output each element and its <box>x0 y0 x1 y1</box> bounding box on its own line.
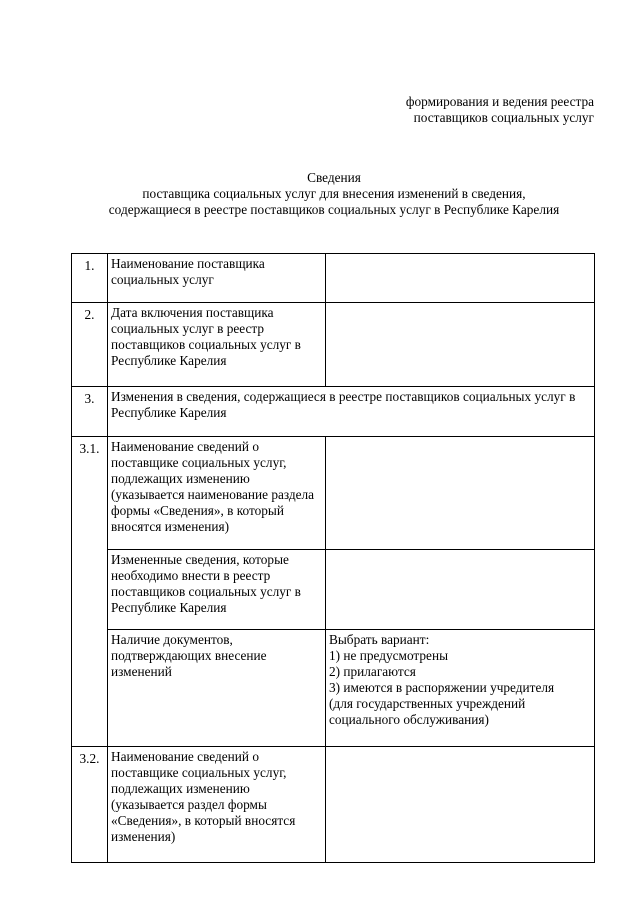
row-number: 3. <box>72 387 108 437</box>
row-value-field[interactable] <box>326 303 595 387</box>
options-heading: Выбрать вариант: <box>329 632 430 647</box>
document-title <box>0 170 640 218</box>
row-label: Наличие документов, подтверждающих внесение изменений <box>108 630 326 747</box>
section-heading: Изменения в сведения, содержащиеся в реестре поставщиков социальных услуг в Республике Карелия <box>108 387 595 437</box>
document-options[interactable] <box>326 630 595 747</box>
row-number: 1. <box>72 254 108 303</box>
table-row <box>72 550 595 630</box>
table-row <box>72 747 595 863</box>
row-number: 3.2. <box>72 747 108 863</box>
row-label: Измененные сведения, которые необходимо внести в реестр поставщиков социальных услуг в Республике Карелия <box>108 550 326 630</box>
title-line-1: Сведения <box>307 170 361 185</box>
option-held-by-founder[interactable]: 3) имеются в распоряжении учредителя <box>329 680 555 695</box>
option-note: социального обслуживания) <box>329 712 489 727</box>
table-row <box>72 387 595 437</box>
row-value-field[interactable] <box>326 747 595 863</box>
document-header <box>406 94 594 126</box>
table-row <box>72 303 595 387</box>
row-label: Дата включения поставщика социальных услуг в реестр поставщиков социальных услуг в Республике Карелия <box>108 303 326 387</box>
table-row <box>72 254 595 303</box>
option-attached[interactable]: 2) прилагаются <box>329 664 416 679</box>
option-note: (для государственных учреждений <box>329 696 526 711</box>
row-label: Наименование сведений о поставщике социальных услуг, подлежащих изменению (указывается наименование раздела формы «Сведения», в который вносятся изменения) <box>108 437 326 550</box>
title-line-3: содержащиеся в реестре поставщиков социальных услуг в Республике Карелия <box>108 202 560 217</box>
row-value-field[interactable] <box>326 437 595 550</box>
header-line-2: поставщиков социальных услуг <box>413 110 594 125</box>
row-number: 3.1. <box>72 437 108 747</box>
option-not-required[interactable]: 1) не предусмотрены <box>329 648 449 663</box>
row-value-field[interactable] <box>326 254 595 303</box>
table-row <box>72 630 595 747</box>
header-line-1: формирования и ведения реестра <box>405 94 594 109</box>
title-line-2: поставщика социальных услуг для внесения изменений в сведения, <box>142 186 526 201</box>
changes-form-table <box>71 253 595 863</box>
row-number: 2. <box>72 303 108 387</box>
table-row <box>72 437 595 550</box>
row-value-field[interactable] <box>326 550 595 630</box>
row-label: Наименование поставщика социальных услуг <box>108 254 326 303</box>
row-label: Наименование сведений о поставщике социальных услуг, подлежащих изменению (указывается раздел формы «Сведения», в который вносятся изменения) <box>108 747 326 863</box>
